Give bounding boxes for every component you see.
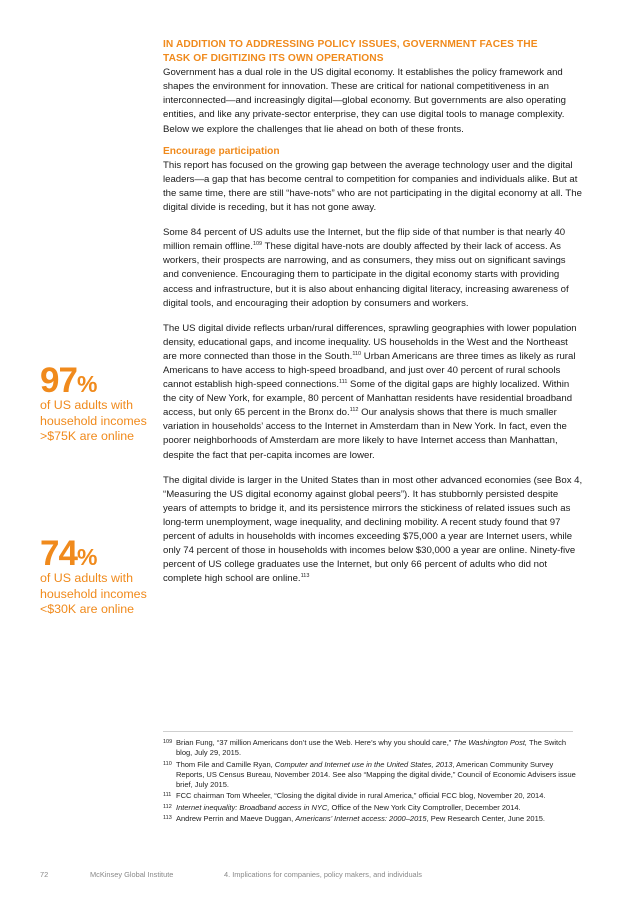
- stat-value: 97%: [40, 361, 98, 400]
- footnote-divider: [163, 731, 573, 732]
- footnote: 112 Internet inequality: Broadband access in NYC, Office of the New York City Comptroller, December 2014.: [163, 802, 521, 812]
- chapter-title: 4. Implications for companies, policy makers, and individuals: [224, 870, 422, 879]
- paragraph-4: The digital divide is larger in the United States than in most other advanced economies (see Box 4, “Measuring the US digital economy against global peers”). It has stubbornly persisted despite years of attempts to bridge it, and its persistence mirrors the stickiness of related issues such as long-term unemployment, wage inequality, and declining mobility. A recent study found that 97 percent of adults in households with incomes exceeding $75,000 a year are Internet users, while only 74 percent of those in households with incomes below $30,000 a year are online. Ninety-five percent of US college graduates use the Internet, but only 66 percent of adults who did not complete high school are online.$^{113}$: [163, 474, 583, 585]
- page-number: 72: [40, 870, 49, 879]
- stat-callout-low-income: [40, 534, 155, 618]
- stat-callout-high-income: [40, 361, 155, 445]
- footnotes: [163, 738, 583, 826]
- footnote-ref[interactable]: 113: [300, 573, 310, 580]
- footnote-ref[interactable]: 111: [339, 379, 348, 386]
- subheading: Encourage participation: [163, 145, 280, 157]
- footnote: 110 Thom File and Camille Ryan, Computer and Internet use in the United States, 2013, American Community Survey Reports, US Census Bureau, November 2014. See also “Mapping the digital divide,” Council of Economic Advisers issue brief, July 2015.: [163, 759, 576, 789]
- paragraph-2: Some 84 percent of US adults use the Internet, but the flip side of that number is that nearly 40 million remain offline.$^{109}$ These digital have-nots are doubly affected by their lack of access. As workers, their prospects are narrowing, and as consumers, they miss out on significant savings and convenience. Encouraging them to participate in the digital economy starts with providing access and infrastructure, but it is also about enhancing digital literacy, increasing awareness of digital tools, and encouraging their adoption by consumers and workers.: [163, 227, 569, 309]
- footnote: 113 Andrew Perrin and Maeve Duggan, Americans’ Internet access: 2000–2015, Pew Research Center, June 2015.: [163, 814, 545, 824]
- paragraph-3: The US digital divide reflects urban/rural differences, sprawling geographies with lower population density, educational gaps, and income inequality. US households in the West and the Northeast are more connected than those in the South.$^{110}$ Urban Americans are three times as likely as rural Americans to have access to high-speed broadband, and just over 40 percent of rural schools cannot establish high-speed connections.$^{111}$ Some of the digital gaps are highly localized. Within the city of New York, for example, 80 percent of Manhattan residents have residential broadband access, but only 65 percent in the Bronx do.$^{112}$ Our analysis shows that there is much smaller variation in households’ access to the Internet in Amsterdam than in New York. In fact, even the poorer neighborhoods of Amsterdam are more likely to have Internet access than Manhattan, despite the fact that per-capita incomes are lower.: [163, 322, 577, 461]
- intro-paragraph: Government has a dual role in the US digital economy. It establishes the policy framework and shapes the environment for innovation. These are critical for national competitiveness in an interconnected—and increasingly digital—global economy. But governments are also operating entities, and like any private-sector enterprise, they can use digital tools to manage complexity. Below we explore the challenges that lie ahead on both of these fronts.: [163, 67, 566, 135]
- stat-value: 74%: [40, 534, 98, 573]
- publisher-name: McKinsey Global Institute: [90, 870, 174, 879]
- section-title: [163, 38, 583, 66]
- paragraph-1: This report has focused on the growing gap between the average technology user and the digital leaders—a gap that has become central to competition for companies and individuals alike. But at the same time, there are still “have-nots” who are not participating in the digital economy at all. The digital divide is receding, but it has not gone away.: [163, 159, 582, 214]
- stat-description: of US adults with household incomes <$30K are online: [40, 571, 147, 616]
- footnote-ref[interactable]: 112: [349, 407, 359, 414]
- main-text-column: [163, 38, 583, 597]
- section-title-line-2: TASK OF DIGITIZING ITS OWN OPERATIONS: [163, 53, 384, 65]
- footnote: 109 Brian Fung, “37 million Americans don’t use the Web. Here’s why you should care,” The Washington Post, The Switch blog, July 29, 2015.: [163, 738, 567, 758]
- section-title-line-1: IN ADDITION TO ADDRESSING POLICY ISSUES, GOVERNMENT FACES THE: [163, 39, 538, 50]
- footnote: 111 FCC chairman Tom Wheeler, “Closing the digital divide in rural America,” official FCC blog, November 20, 2014.: [163, 791, 546, 801]
- stat-description: of US adults with household incomes >$75K are online: [40, 398, 147, 443]
- footnote-ref[interactable]: 110: [352, 350, 362, 357]
- footnote-ref[interactable]: 109: [252, 241, 263, 248]
